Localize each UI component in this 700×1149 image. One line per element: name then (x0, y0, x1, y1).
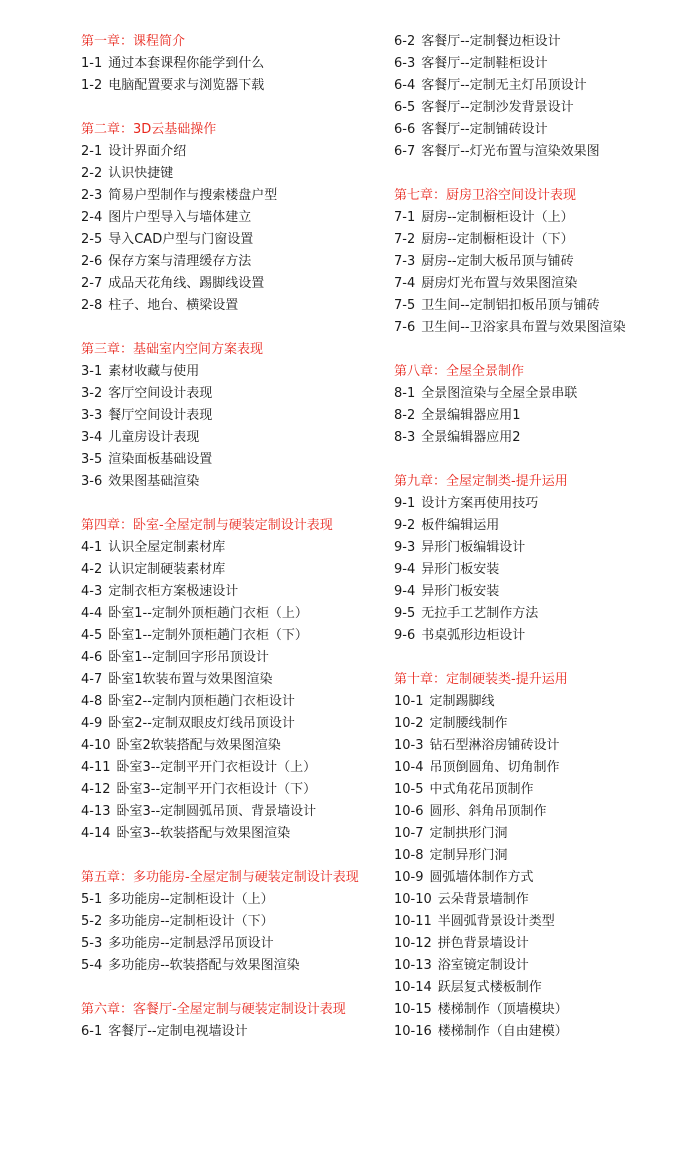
lesson-title: 全景编辑器应用2 (421, 430, 521, 445)
lesson-item (81, 471, 371, 493)
lesson-title: 厨房--定制橱柜设计（上） (421, 210, 574, 225)
lesson-title: 客餐厅--定制无主灯吊顶设计 (421, 78, 587, 93)
lesson-item (81, 955, 371, 977)
lesson-number: 2-4 (81, 210, 103, 225)
lesson-number: 2-5 (81, 232, 103, 247)
lesson-number: 4-13 (81, 804, 111, 819)
chapter-number: 第一章： (81, 34, 134, 49)
lesson-title: 浴室镜定制设计 (437, 958, 529, 973)
lesson-number: 4-10 (81, 738, 111, 753)
chapter-section (81, 867, 371, 977)
lesson-item (394, 911, 684, 933)
lesson-item (81, 273, 371, 295)
lesson-title: 卧室1--定制外顶柜趟门衣柜（下） (108, 628, 308, 643)
lesson-item (394, 625, 684, 647)
lesson-title: 客餐厅--定制餐边柜设计 (421, 34, 561, 49)
lesson-number: 10-12 (394, 936, 432, 951)
lesson-number: 10-5 (394, 782, 424, 797)
chapter-title (394, 361, 684, 383)
lesson-number: 4-7 (81, 672, 103, 687)
lesson-number: 4-11 (81, 760, 111, 775)
lesson-number: 3-4 (81, 430, 103, 445)
lesson-number: 4-6 (81, 650, 103, 665)
lesson-item (81, 405, 371, 427)
lesson-number: 8-1 (394, 386, 416, 401)
lesson-item (81, 757, 371, 779)
lesson-number: 3-6 (81, 474, 103, 489)
lesson-title: 卧室1软装布置与效果图渲染 (108, 672, 273, 687)
lesson-title: 板件编辑运用 (421, 518, 500, 533)
lesson-item (394, 97, 684, 119)
lesson-title: 楼梯制作（自由建模） (437, 1024, 568, 1039)
lesson-number: 2-7 (81, 276, 103, 291)
chapter-name: 定制硬装类-提升运用 (446, 672, 568, 687)
lesson-number: 6-2 (394, 34, 416, 49)
lesson-title: 定制腰线制作 (429, 716, 508, 731)
lesson-number: 10-10 (394, 892, 432, 907)
lesson-item (394, 955, 684, 977)
left-column (81, 31, 371, 1065)
lesson-item (81, 361, 371, 383)
lesson-item (394, 581, 684, 603)
lesson-title: 异形门板安装 (421, 562, 500, 577)
lesson-title: 定制踢脚线 (429, 694, 495, 709)
lesson-number: 8-2 (394, 408, 416, 423)
lesson-title: 定制衣柜方案极速设计 (108, 584, 239, 599)
lesson-number: 10-2 (394, 716, 424, 731)
lesson-title: 效果图基础渲染 (108, 474, 200, 489)
lesson-number: 2-2 (81, 166, 103, 181)
lesson-title: 钻石型淋浴房铺砖设计 (429, 738, 560, 753)
lesson-item (81, 251, 371, 273)
lesson-number: 4-2 (81, 562, 103, 577)
lesson-number: 7-3 (394, 254, 416, 269)
lesson-item (394, 31, 684, 53)
lesson-title: 无拉手工艺制作方法 (421, 606, 539, 621)
lesson-item (394, 757, 684, 779)
chapter-title (394, 669, 684, 691)
lesson-title: 餐厅空间设计表现 (108, 408, 213, 423)
lesson-item (81, 823, 371, 845)
chapter-number: 第八章： (394, 364, 447, 379)
lesson-title: 通过本套课程你能学到什么 (108, 56, 265, 71)
lesson-title: 全景编辑器应用1 (421, 408, 521, 423)
chapter-section (394, 669, 684, 1043)
lesson-title: 客厅空间设计表现 (108, 386, 213, 401)
lesson-title: 客餐厅--定制鞋柜设计 (421, 56, 548, 71)
lesson-item (81, 1021, 371, 1043)
lesson-title: 客餐厅--定制沙发背景设计 (421, 100, 574, 115)
lesson-item (81, 779, 371, 801)
lesson-number: 4-5 (81, 628, 103, 643)
lesson-title: 卧室3--定制平开门衣柜设计（下） (116, 782, 317, 797)
lesson-title: 吊顶倒圆角、切角制作 (429, 760, 560, 775)
chapter-number: 第六章： (81, 1002, 134, 1017)
chapter-name: 课程简介 (133, 34, 186, 49)
lesson-number: 2-1 (81, 144, 103, 159)
lesson-item (394, 427, 684, 449)
lesson-item (394, 515, 684, 537)
lesson-title: 卧室1--定制外顶柜趟门衣柜（上） (108, 606, 308, 621)
lesson-item (81, 603, 371, 625)
lesson-number: 4-1 (81, 540, 103, 555)
lesson-item (394, 603, 684, 625)
chapter-section (81, 339, 371, 493)
lesson-number: 6-1 (81, 1024, 103, 1039)
lesson-title: 导入CAD户型与门窗设置 (108, 232, 254, 247)
chapter-number: 第九章： (394, 474, 447, 489)
lesson-title: 全景图渲染与全屋全景串联 (421, 386, 578, 401)
lesson-number: 10-4 (394, 760, 424, 775)
lesson-item (394, 493, 684, 515)
lesson-item (81, 427, 371, 449)
lesson-number: 7-4 (394, 276, 416, 291)
lesson-item (394, 75, 684, 97)
chapter-section (81, 119, 371, 317)
lesson-number: 10-15 (394, 1002, 432, 1017)
lesson-item (394, 383, 684, 405)
chapter-name: 多功能房-全屋定制与硬装定制设计表现 (133, 870, 359, 885)
lesson-title: 认识定制硬装素材库 (108, 562, 226, 577)
lesson-number: 9-3 (394, 540, 416, 555)
lesson-title: 定制异形门洞 (429, 848, 508, 863)
lesson-item (394, 317, 684, 339)
lesson-title: 成品天花角线、踢脚线设置 (108, 276, 265, 291)
lesson-number: 4-3 (81, 584, 103, 599)
lesson-title: 书桌弧形边柜设计 (421, 628, 526, 643)
lesson-item (81, 933, 371, 955)
lesson-title: 多功能房--定制柜设计（下） (108, 914, 274, 929)
chapter-number: 第三章： (81, 342, 134, 357)
lesson-item (81, 207, 371, 229)
right-column (394, 31, 684, 1065)
lesson-item (394, 691, 684, 713)
lesson-item (81, 713, 371, 735)
lesson-number: 10-13 (394, 958, 432, 973)
lesson-title: 认识快捷键 (108, 166, 174, 181)
lesson-title: 素材收藏与使用 (108, 364, 200, 379)
lesson-number: 2-6 (81, 254, 103, 269)
lesson-title: 图片户型导入与墙体建立 (108, 210, 252, 225)
lesson-item (394, 823, 684, 845)
lesson-title: 多功能房--定制柜设计（上） (108, 892, 274, 907)
lesson-number: 10-14 (394, 980, 432, 995)
lesson-title: 拼色背景墙设计 (437, 936, 529, 951)
lesson-title: 厨房--定制大板吊顶与铺砖 (421, 254, 574, 269)
lesson-item (394, 1021, 684, 1043)
lesson-title: 卫生间--卫浴家具布置与效果图渲染 (421, 320, 626, 335)
lesson-item (394, 779, 684, 801)
chapter-number: 第七章： (394, 188, 447, 203)
lesson-title: 客餐厅--定制铺砖设计 (421, 122, 548, 137)
chapter-title (394, 185, 684, 207)
lesson-item (81, 625, 371, 647)
chapter-number: 第五章： (81, 870, 134, 885)
lesson-title: 设计方案再使用技巧 (421, 496, 539, 511)
chapter-name: 卧室-全屋定制与硬装定制设计表现 (133, 518, 333, 533)
lesson-item (81, 669, 371, 691)
chapter-section (81, 31, 371, 97)
lesson-number: 5-3 (81, 936, 103, 951)
lesson-item (394, 141, 684, 163)
lesson-number: 6-5 (394, 100, 416, 115)
lesson-title: 中式角花吊顶制作 (429, 782, 534, 797)
lesson-number: 5-1 (81, 892, 103, 907)
lesson-number: 6-7 (394, 144, 416, 159)
lesson-item (81, 537, 371, 559)
lesson-item (394, 119, 684, 141)
chapter-title (394, 471, 684, 493)
lesson-number: 3-5 (81, 452, 103, 467)
lesson-number: 7-2 (394, 232, 416, 247)
lesson-item (394, 229, 684, 251)
lesson-title: 电脑配置要求与浏览器下载 (108, 78, 265, 93)
chapter-name: 基础室内空间方案表现 (133, 342, 264, 357)
lesson-title: 楼梯制作（顶墙模块） (437, 1002, 568, 1017)
chapter-name: 厨房卫浴空间设计表现 (446, 188, 577, 203)
lesson-number: 7-1 (394, 210, 416, 225)
chapter-title (81, 999, 371, 1021)
lesson-item (394, 559, 684, 581)
chapter-title (81, 867, 371, 889)
lesson-item (394, 933, 684, 955)
lesson-title: 卫生间--定制铝扣板吊顶与铺砖 (421, 298, 600, 313)
lesson-item (394, 53, 684, 75)
lesson-item (81, 185, 371, 207)
lesson-number: 4-9 (81, 716, 103, 731)
lesson-item (81, 735, 371, 757)
lesson-number: 4-14 (81, 826, 111, 841)
lesson-item (81, 911, 371, 933)
lesson-number: 7-6 (394, 320, 416, 335)
lesson-number: 5-4 (81, 958, 103, 973)
lesson-title: 简易户型制作与搜索楼盘户型 (108, 188, 278, 203)
chapter-section (394, 361, 684, 449)
lesson-number: 9-4 (394, 562, 416, 577)
chapter-section (81, 515, 371, 845)
lesson-number: 3-1 (81, 364, 103, 379)
chapter-number: 第四章： (81, 518, 134, 533)
lesson-item (81, 53, 371, 75)
lesson-number: 10-11 (394, 914, 432, 929)
chapter-title (81, 31, 371, 53)
lesson-title: 卧室2--定制内顶柜趟门衣柜设计 (108, 694, 295, 709)
lesson-title: 异形门板安装 (421, 584, 500, 599)
lesson-item (81, 383, 371, 405)
lesson-title: 跃层复式楼板制作 (437, 980, 542, 995)
lesson-number: 3-3 (81, 408, 103, 423)
lesson-number: 6-3 (394, 56, 416, 71)
chapter-name: 全屋定制类-提升运用 (446, 474, 568, 489)
chapter-section (81, 999, 371, 1043)
lesson-item (394, 889, 684, 911)
lesson-title: 厨房--定制橱柜设计（下） (421, 232, 574, 247)
lesson-title: 卧室3--定制圆弧吊顶、背景墙设计 (116, 804, 317, 819)
lesson-number: 5-2 (81, 914, 103, 929)
chapter-name: 3D云基础操作 (133, 122, 217, 137)
lesson-item (394, 251, 684, 273)
lesson-number: 4-4 (81, 606, 103, 621)
lesson-item (394, 735, 684, 757)
chapter-title (81, 515, 371, 537)
lesson-number: 8-3 (394, 430, 416, 445)
chapter-name: 客餐厅-全屋定制与硬装定制设计表现 (133, 1002, 346, 1017)
chapter-number: 第十章： (394, 672, 447, 687)
lesson-item (81, 163, 371, 185)
lesson-item (81, 647, 371, 669)
lesson-number: 1-2 (81, 78, 103, 93)
lesson-item (81, 75, 371, 97)
lesson-title: 儿童房设计表现 (108, 430, 200, 445)
lesson-item (81, 691, 371, 713)
lesson-number: 2-3 (81, 188, 103, 203)
lesson-item (394, 867, 684, 889)
lesson-number: 9-2 (394, 518, 416, 533)
lesson-number: 9-6 (394, 628, 416, 643)
chapter-name: 全屋全景制作 (446, 364, 525, 379)
lesson-title: 卧室2软装搭配与效果图渲染 (116, 738, 281, 753)
lesson-number: 10-16 (394, 1024, 432, 1039)
chapter-section (394, 185, 684, 339)
lesson-item (394, 405, 684, 427)
chapter-title (81, 119, 371, 141)
lesson-item (394, 713, 684, 735)
lesson-title: 客餐厅--定制电视墙设计 (108, 1024, 248, 1039)
lesson-title: 渲染面板基础设置 (108, 452, 213, 467)
chapter-section (394, 31, 684, 163)
lesson-title: 柱子、地台、横梁设置 (108, 298, 239, 313)
lesson-title: 厨房灯光布置与效果图渲染 (421, 276, 578, 291)
chapter-section (394, 471, 684, 647)
lesson-number: 2-8 (81, 298, 103, 313)
lesson-number: 10-6 (394, 804, 424, 819)
lesson-item (394, 273, 684, 295)
lesson-item (394, 207, 684, 229)
lesson-title: 保存方案与清理缓存方法 (108, 254, 252, 269)
lesson-title: 多功能房--定制悬浮吊顶设计 (108, 936, 274, 951)
lesson-number: 9-1 (394, 496, 416, 511)
chapter-number: 第二章： (81, 122, 134, 137)
lesson-number: 1-1 (81, 56, 103, 71)
lesson-item (81, 229, 371, 251)
lesson-title: 卧室3--软装搭配与效果图渲染 (116, 826, 291, 841)
lesson-item (394, 295, 684, 317)
lesson-number: 4-12 (81, 782, 111, 797)
lesson-title: 客餐厅--灯光布置与渲染效果图 (421, 144, 600, 159)
lesson-item (81, 295, 371, 317)
lesson-item (81, 801, 371, 823)
lesson-item (81, 449, 371, 471)
lesson-item (81, 889, 371, 911)
lesson-title: 圆弧墙体制作方式 (429, 870, 534, 885)
lesson-item (394, 801, 684, 823)
lesson-item (394, 845, 684, 867)
lesson-number: 10-7 (394, 826, 424, 841)
chapter-title (81, 339, 371, 361)
lesson-title: 卧室2--定制双眼皮灯线吊顶设计 (108, 716, 295, 731)
lesson-item (394, 537, 684, 559)
lesson-number: 10-9 (394, 870, 424, 885)
lesson-title: 定制拱形门洞 (429, 826, 508, 841)
lesson-title: 认识全屋定制素材库 (108, 540, 226, 555)
lesson-title: 卧室1--定制回字形吊顶设计 (108, 650, 269, 665)
lesson-number: 4-8 (81, 694, 103, 709)
lesson-number: 9-5 (394, 606, 416, 621)
lesson-title: 多功能房--软装搭配与效果图渲染 (108, 958, 300, 973)
lesson-number: 10-8 (394, 848, 424, 863)
lesson-number: 3-2 (81, 386, 103, 401)
lesson-item (394, 977, 684, 999)
lesson-title: 半圆弧背景设计类型 (437, 914, 555, 929)
lesson-title: 异形门板编辑设计 (421, 540, 526, 555)
lesson-number: 6-6 (394, 122, 416, 137)
lesson-item (394, 999, 684, 1021)
lesson-title: 卧室3--定制平开门衣柜设计（上） (116, 760, 317, 775)
lesson-number: 10-1 (394, 694, 424, 709)
lesson-item (81, 559, 371, 581)
lesson-number: 6-4 (394, 78, 416, 93)
lesson-title: 设计界面介绍 (108, 144, 187, 159)
lesson-title: 云朵背景墙制作 (437, 892, 529, 907)
lesson-number: 7-5 (394, 298, 416, 313)
lesson-item (81, 581, 371, 603)
lesson-title: 圆形、斜角吊顶制作 (429, 804, 547, 819)
lesson-item (81, 141, 371, 163)
lesson-number: 9-4 (394, 584, 416, 599)
lesson-number: 10-3 (394, 738, 424, 753)
